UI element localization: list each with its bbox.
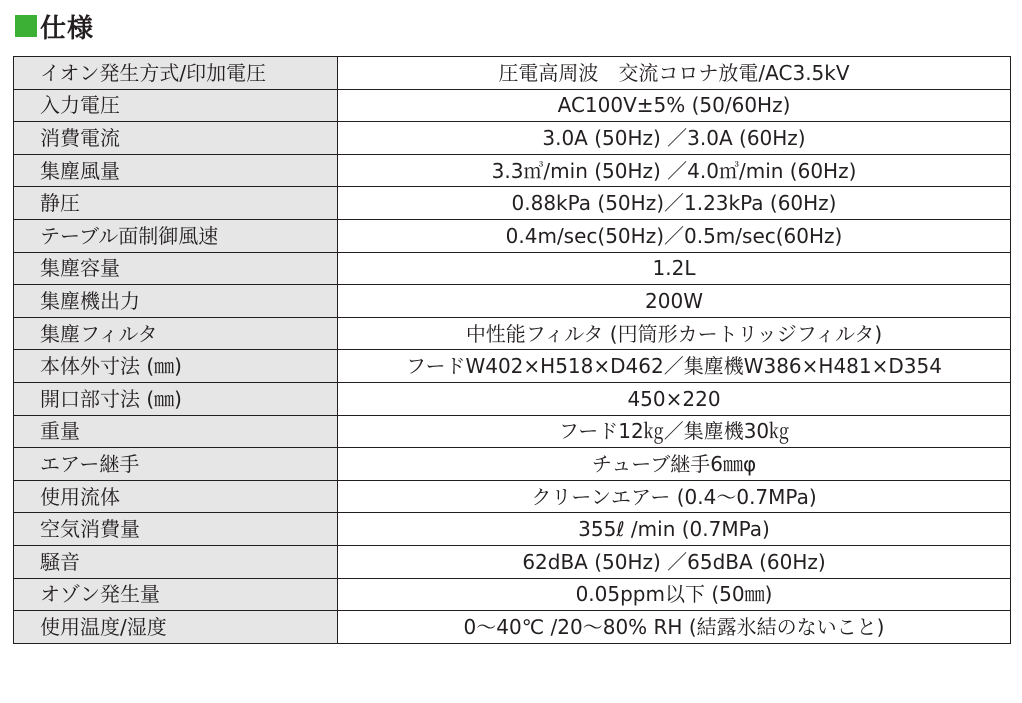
spec-label: 集塵機出力 [14,285,338,318]
section-title: 仕様 [40,13,95,44]
spec-label: イオン発生方式/印加電圧 [14,57,338,90]
spec-label: 集塵容量 [14,252,338,285]
table-row [14,415,1011,448]
spec-value: 中性能フィルタ (円筒形カートリッジフィルタ) [338,317,1011,350]
spec-label: 本体外寸法 (㎜) [14,350,338,383]
spec-label: 集塵フィルタ [14,317,338,350]
table-row [14,89,1011,122]
spec-value: 0.4m/sec(50Hz)／0.5m/sec(60Hz) [338,219,1011,252]
spec-value: 450×220 [338,382,1011,415]
table-row [14,252,1011,285]
green-square-marker [15,15,37,37]
spec-label: テーブル面制御風速 [14,219,338,252]
spec-value: 0～40℃ /20～80% RH (結露氷結のないこと) [338,611,1011,644]
spec-label: 開口部寸法 (㎜) [14,382,338,415]
table-row [14,187,1011,220]
spec-label: 騒音 [14,545,338,578]
table-row [14,611,1011,644]
spec-value: 3.0A (50Hz) ／3.0A (60Hz) [338,122,1011,155]
table-row [14,578,1011,611]
table-row [14,382,1011,415]
section-heading [15,6,94,46]
spec-value: 圧電高周波 交流コロナ放電/AC3.5kV [338,57,1011,90]
table-row [14,285,1011,318]
spec-value: 200W [338,285,1011,318]
table-row [14,513,1011,546]
spec-label: 重量 [14,415,338,448]
spec-label: オゾン発生量 [14,578,338,611]
spec-label: 集塵風量 [14,154,338,187]
spec-label: 空気消費量 [14,513,338,546]
spec-label: エアー継手 [14,448,338,481]
spec-value: 0.05ppm以下 (50㎜) [338,578,1011,611]
table-row [14,219,1011,252]
spec-value: クリーンエアー (0.4～0.7MPa) [338,480,1011,513]
spec-label: 使用流体 [14,480,338,513]
spec-label: 入力電圧 [14,89,338,122]
spec-label: 消費電流 [14,122,338,155]
spec-value: フードW402×H518×D462／集塵機W386×H481×D354 [338,350,1011,383]
spec-table [13,56,1011,644]
spec-value: AC100V±5% (50/60Hz) [338,89,1011,122]
spec-label: 静圧 [14,187,338,220]
table-row [14,317,1011,350]
spec-value: 62dBA (50Hz) ／65dBA (60Hz) [338,545,1011,578]
spec-value: 3.3㎥/min (50Hz) ／4.0㎥/min (60Hz) [338,154,1011,187]
table-row [14,57,1011,90]
spec-label: 使用温度/湿度 [14,611,338,644]
spec-value: フード12㎏／集塵機30㎏ [338,415,1011,448]
table-row [14,350,1011,383]
table-row [14,154,1011,187]
spec-value: 0.88kPa (50Hz)／1.23kPa (60Hz) [338,187,1011,220]
spec-value: 1.2L [338,252,1011,285]
table-row [14,545,1011,578]
table-row [14,122,1011,155]
spec-value: チューブ継手6㎜φ [338,448,1011,481]
table-row [14,480,1011,513]
spec-value: 355ℓ /min (0.7MPa) [338,513,1011,546]
table-row [14,448,1011,481]
